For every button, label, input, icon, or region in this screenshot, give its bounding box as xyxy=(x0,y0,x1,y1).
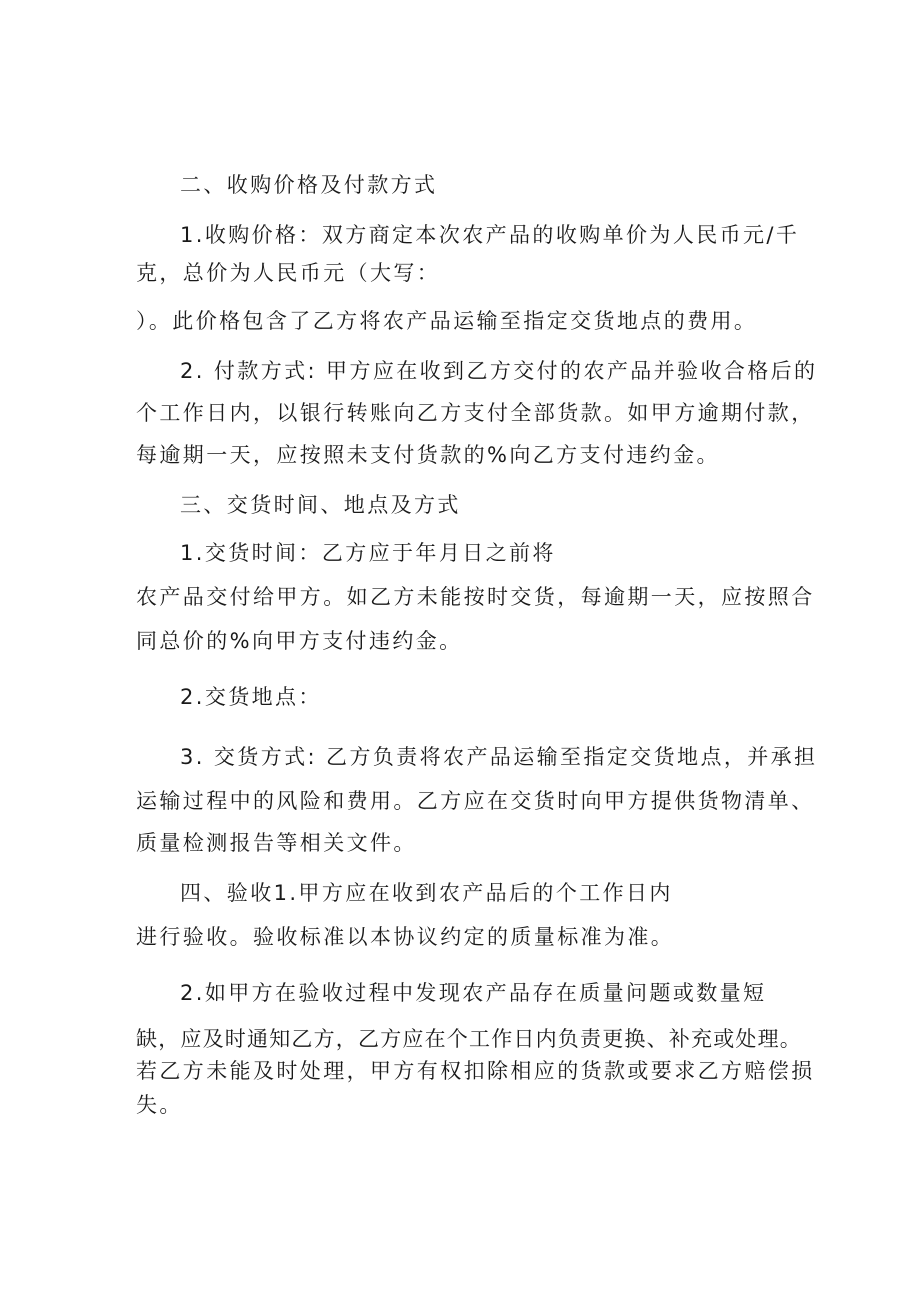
paragraph-line: 个工作日内，以银行转账向乙方支付全部货款。如甲方逾期付款， xyxy=(136,401,815,425)
paragraph-line: 失。 xyxy=(136,1093,183,1117)
paragraph-line: 进行验收。验收标准以本协议约定的质量标准为准。 xyxy=(136,925,675,949)
paragraph-line: 每逾期一天，应按照未支付货款的%向乙方支付违约金。 xyxy=(136,443,720,467)
section-heading-price-payment: 二、收购价格及付款方式 xyxy=(180,173,438,197)
paragraph-line: 2. 付款方式: 甲方应在收到乙方交付的农产品并验收合格后的 xyxy=(180,359,818,383)
paragraph-line: 农产品交付给甲方。如乙方未能按时交货，每逾期一天，应按照合 xyxy=(136,585,815,609)
paragraph-line: 3. 交货方式: 乙方负责将农产品运输至指定交货地点，并承担 xyxy=(180,745,818,769)
paragraph-line: 克，总价为人民币元（大写： xyxy=(136,261,441,285)
paragraph-line: 2.如甲方在验收过程中发现农产品存在质量问题或数量短 xyxy=(180,981,767,1005)
paragraph-line: 2.交货地点： xyxy=(180,685,322,709)
paragraph-line: 同总价的%向甲方支付违约金。 xyxy=(136,629,463,653)
paragraph-line: 缺，应及时通知乙方，乙方应在个工作日内负责更换、补充或处理。 xyxy=(136,1027,802,1051)
section-heading-acceptance: 四、验收1.甲方应在收到农产品后的个工作日内 xyxy=(180,881,673,905)
paragraph-line: 1.交货时间：乙方应于年月日之前将 xyxy=(180,541,556,565)
paragraph-line: 1.收购价格：双方商定本次农产品的收购单价为人民币元/千 xyxy=(180,223,800,247)
section-heading-delivery: 三、交货时间、地点及方式 xyxy=(180,493,461,517)
paragraph-line: 质量检测报告等相关文件。 xyxy=(136,831,417,855)
paragraph-line: 若乙方未能及时处理，甲方有权扣除相应的货款或要求乙方赔偿损 xyxy=(136,1059,815,1083)
paragraph-line: 运输过程中的风险和费用。乙方应在交货时向甲方提供货物清单、 xyxy=(136,789,815,813)
paragraph-line: ）。此价格包含了乙方将农产品运输至指定交货地点的费用。 xyxy=(136,309,758,333)
